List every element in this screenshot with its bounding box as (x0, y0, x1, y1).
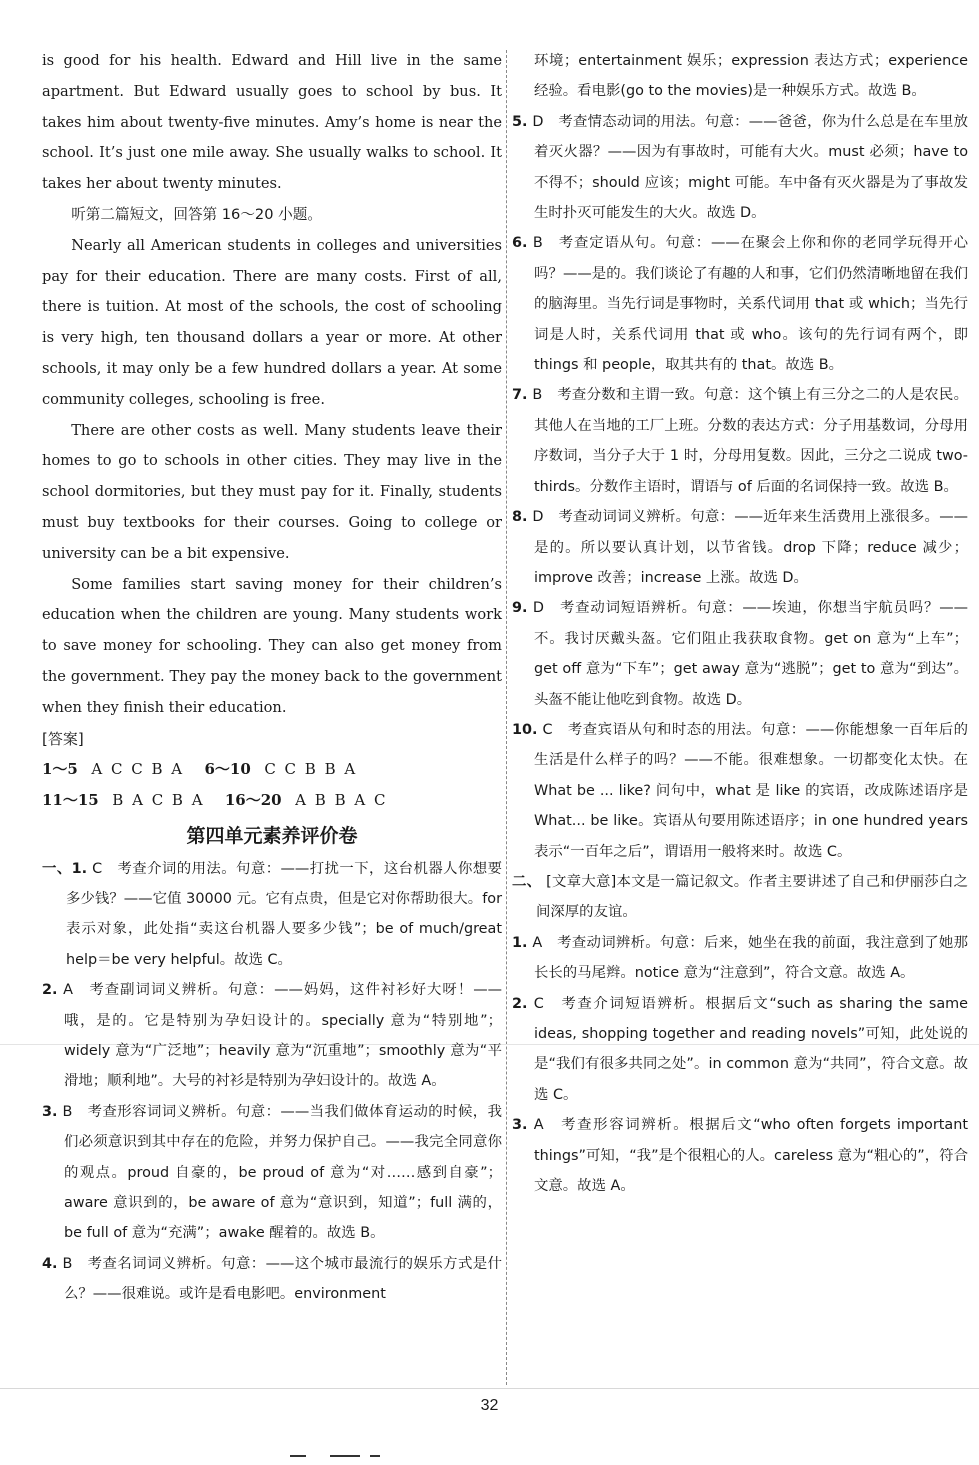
answer-item (512, 715, 968, 867)
answer-item (512, 228, 968, 380)
answer-item (512, 1110, 968, 1201)
section-two-summary (512, 867, 968, 928)
answer-item (42, 975, 502, 1097)
item-number: 4. (42, 1255, 58, 1272)
item-text: A 考查形容词辨析。根据后文“who often forgets important things”可知，“我”是个很粗心的人。careless 意为“粗心的”，符合文意。故选 A。 (533, 1117, 968, 1195)
answer-range: 11～15 (42, 790, 99, 809)
item-text: D 考查动词短语辨析。句意：——埃迪，你想当宇航员吗？——不。我讨厌戴头盔。它们阻止我获取食物。get on 意为“上车”；get off 意为“下车”；get away 意为“逃脱”；get to 意为“到达”。头盔不能让他吃到食物。故选 D。 (532, 600, 968, 708)
answer-item (512, 989, 968, 1111)
item-text: C 考查介词短语辨析。根据后文“such as sharing the same ideas, shopping together and reading novels”可知，此处说的是“我们有很多共同之处”。in common 意为“共同”，符合文意。故选 C。 (533, 995, 969, 1103)
answer-range: 16～20 (224, 790, 282, 809)
item-number: 2. (42, 982, 58, 999)
answer-item (512, 107, 968, 229)
item-number: 5. (512, 113, 528, 130)
item-text: B 考查名词词义辨析。句意：——这个城市最流行的娱乐方式是什么？——很难说。或许是看电影吧。environment (62, 1255, 502, 1303)
section-number: 二、 (512, 873, 542, 890)
item-number: 一、1. (42, 860, 88, 877)
passage2-para2: There are other costs as well. Many students leave their homes to go to schools in other cities. They may live in the school dormitories, but they must pay for it. Finally, students must buy textbooks for their courses. Going to college or university can be a bit expensive. (42, 421, 502, 562)
page-number: 32 (480, 1397, 499, 1414)
item-number: 2. (512, 995, 528, 1012)
answer-item (42, 854, 502, 976)
right-column (512, 46, 968, 1201)
passage2-para1: Nearly all American students in colleges and universities pay for their education. There are many costs. First of all, there is tuition. At most of the schools, the cost of schooling is very high, ten thousand dollars a year or more. At other schools, it may only be a few hundred dollars a year. At some community colleges, schooling is free. (42, 236, 502, 408)
item-number: 10. (512, 721, 538, 738)
item-text: D 考查动词词义辨析。句意：——近年来生活费用上涨很多。——是的。所以要认真计划，以节省钱。drop 下降；reduce 减少；improve 改善；increase 上涨。故选 D。 (532, 509, 968, 586)
footer-mark (290, 1455, 306, 1457)
answer-item (512, 380, 968, 502)
item-text: A 考查副词词义辨析。句意：——妈妈，这件衬衫好大呀！——哦，是的。它是特别为孕妇设计的。specially 意为“特别地”；widely 意为“广泛地”；heavily 意为“沉重地”；smoothly 意为“平滑地；顺利地”。大号的衬衫是特别为孕妇设计的。故选 A。 (63, 982, 502, 1090)
item-text: A 考查动词辨析。句意：后来，她坐在我的前面，我注意到了她那长长的马尾辫。notice 意为“注意到”，符合文意。故选 A。 (532, 934, 968, 982)
passage2-intro: 听第二篇短文，回答第 16～20 小题。 (71, 205, 322, 223)
answer-range: 6～10 (204, 759, 251, 778)
item-number: 6. (512, 235, 528, 252)
passage1-end: is good for his health. Edward and Hill live in the same apartment. But Edward usually goes to school by bus. It takes him about twenty-five minutes. Amy’s home is near the school. It’s just one mile away. She usually walks to school. It takes her about twenty minutes. (42, 52, 502, 193)
answer-row (42, 785, 502, 816)
item-text: D 考查情态动词的用法。句意：——爸爸，你为什么总是在车里放着灭火器？——因为有事故时，可能有大火。must 必须；have to 不得不；should 应该；might 可能。车中备有灭火器是为了事故发生时扑灭可能发生的大火。故选 D。 (532, 113, 968, 222)
item-number: 3. (512, 1117, 528, 1134)
footer-mark (330, 1455, 360, 1457)
item-number: 1. (512, 934, 528, 951)
answer-row (42, 754, 502, 785)
item-continuation: 环境；entertainment 娱乐；expression 表达方式；experience 经验。看电影(go to the movies)是一种娱乐方式。故选 B。 (534, 53, 968, 100)
unit-title: 第四单元素养评价卷 (186, 824, 358, 847)
answer-item (42, 1249, 502, 1310)
column-divider (506, 50, 507, 1385)
answer-range: 1～5 (42, 759, 78, 778)
footer-mark (370, 1455, 380, 1457)
section-summary-text: [文章大意]本文是一篇记叙文。作者主要讲述了自己和伊丽莎白之间深厚的友谊。 (536, 873, 968, 921)
left-column (42, 46, 502, 1310)
item-text: C 考查宾语从句和时态的用法。句意：——你能想象一百年后的生活是什么样子的吗？——不能。很难想象。一切都变化太快。在 What be ... like? 问句中，what 是 like 的宾语，改成陈述语序是 What... be like。宾语从句要用陈述语序；in one hundred years 表示“一百年之后”，谓语用一般将来时。故选 C。 (534, 721, 968, 860)
passage2-para3: Some families start saving money for their children’s education when the children are young. Many students work to save money for schooling. They can also get money from the government. They pay the money back to the government when they finish their education. (42, 575, 502, 716)
answer-keys: C C B B A (264, 759, 358, 778)
answer-keys: A B B A C (295, 790, 388, 809)
answer-item (42, 1097, 502, 1249)
item-number: 3. (42, 1103, 58, 1120)
answer-label: [答案] (42, 729, 84, 748)
item-text: B 考查定语从句。句意：——在聚会上你和你的老同学玩得开心吗？——是的。我们谈论了有趣的人和事，它们仍然清晰地留在我们的脑海里。当先行词是事物时，关系代词用 that 或 which；当先行词是人时，关系代词用 that 或 who。该句的先行词有两个，即 things 和 people，取其共有的 that。故选 B。 (532, 235, 969, 374)
answer-keys: A C C B A (91, 759, 185, 778)
item-number: 9. (512, 600, 528, 617)
item-number: 8. (512, 509, 528, 526)
answer-item (512, 502, 968, 593)
answer-item (512, 593, 968, 715)
item-text: B 考查形容词词义辨析。句意：——当我们做体育运动的时候，我们必须意识到其中存在的危险，并努力保护自己。——我完全同意你的观点。proud 自豪的，be proud of 意为“对……感到自豪”；aware 意识到的，be aware of 意为“意识到，知道”；full 满的，be full of 意为“充满”；awake 醒着的。故选 B。 (62, 1103, 502, 1242)
bottom-rule (0, 1388, 979, 1389)
answer-keys: B A C B A (112, 790, 205, 809)
item-number: 7. (512, 387, 528, 404)
item-text: B 考查分数和主谓一致。句意：这个镇上有三分之二的人是农民。其他人在当地的工厂上班。分数的表达方式：分子用基数词，分母用序数词，当分子大于 1 时，分母用复数。因此，三分之二说成 two-thirds。分数作主语时，谓语与 of 后面的名词保持一致。故选 B。 (532, 387, 969, 495)
answer-item (512, 928, 968, 989)
item-text: C 考查介词的用法。句意：——打扰一下，这台机器人你想要多少钱？——它值 30000 元。它有点贵，但是它对你帮助很大。for 表示对象，此处指“卖这台机器人要多少钱”；be of much/great help＝be very helpful。故选 C。 (66, 860, 503, 968)
